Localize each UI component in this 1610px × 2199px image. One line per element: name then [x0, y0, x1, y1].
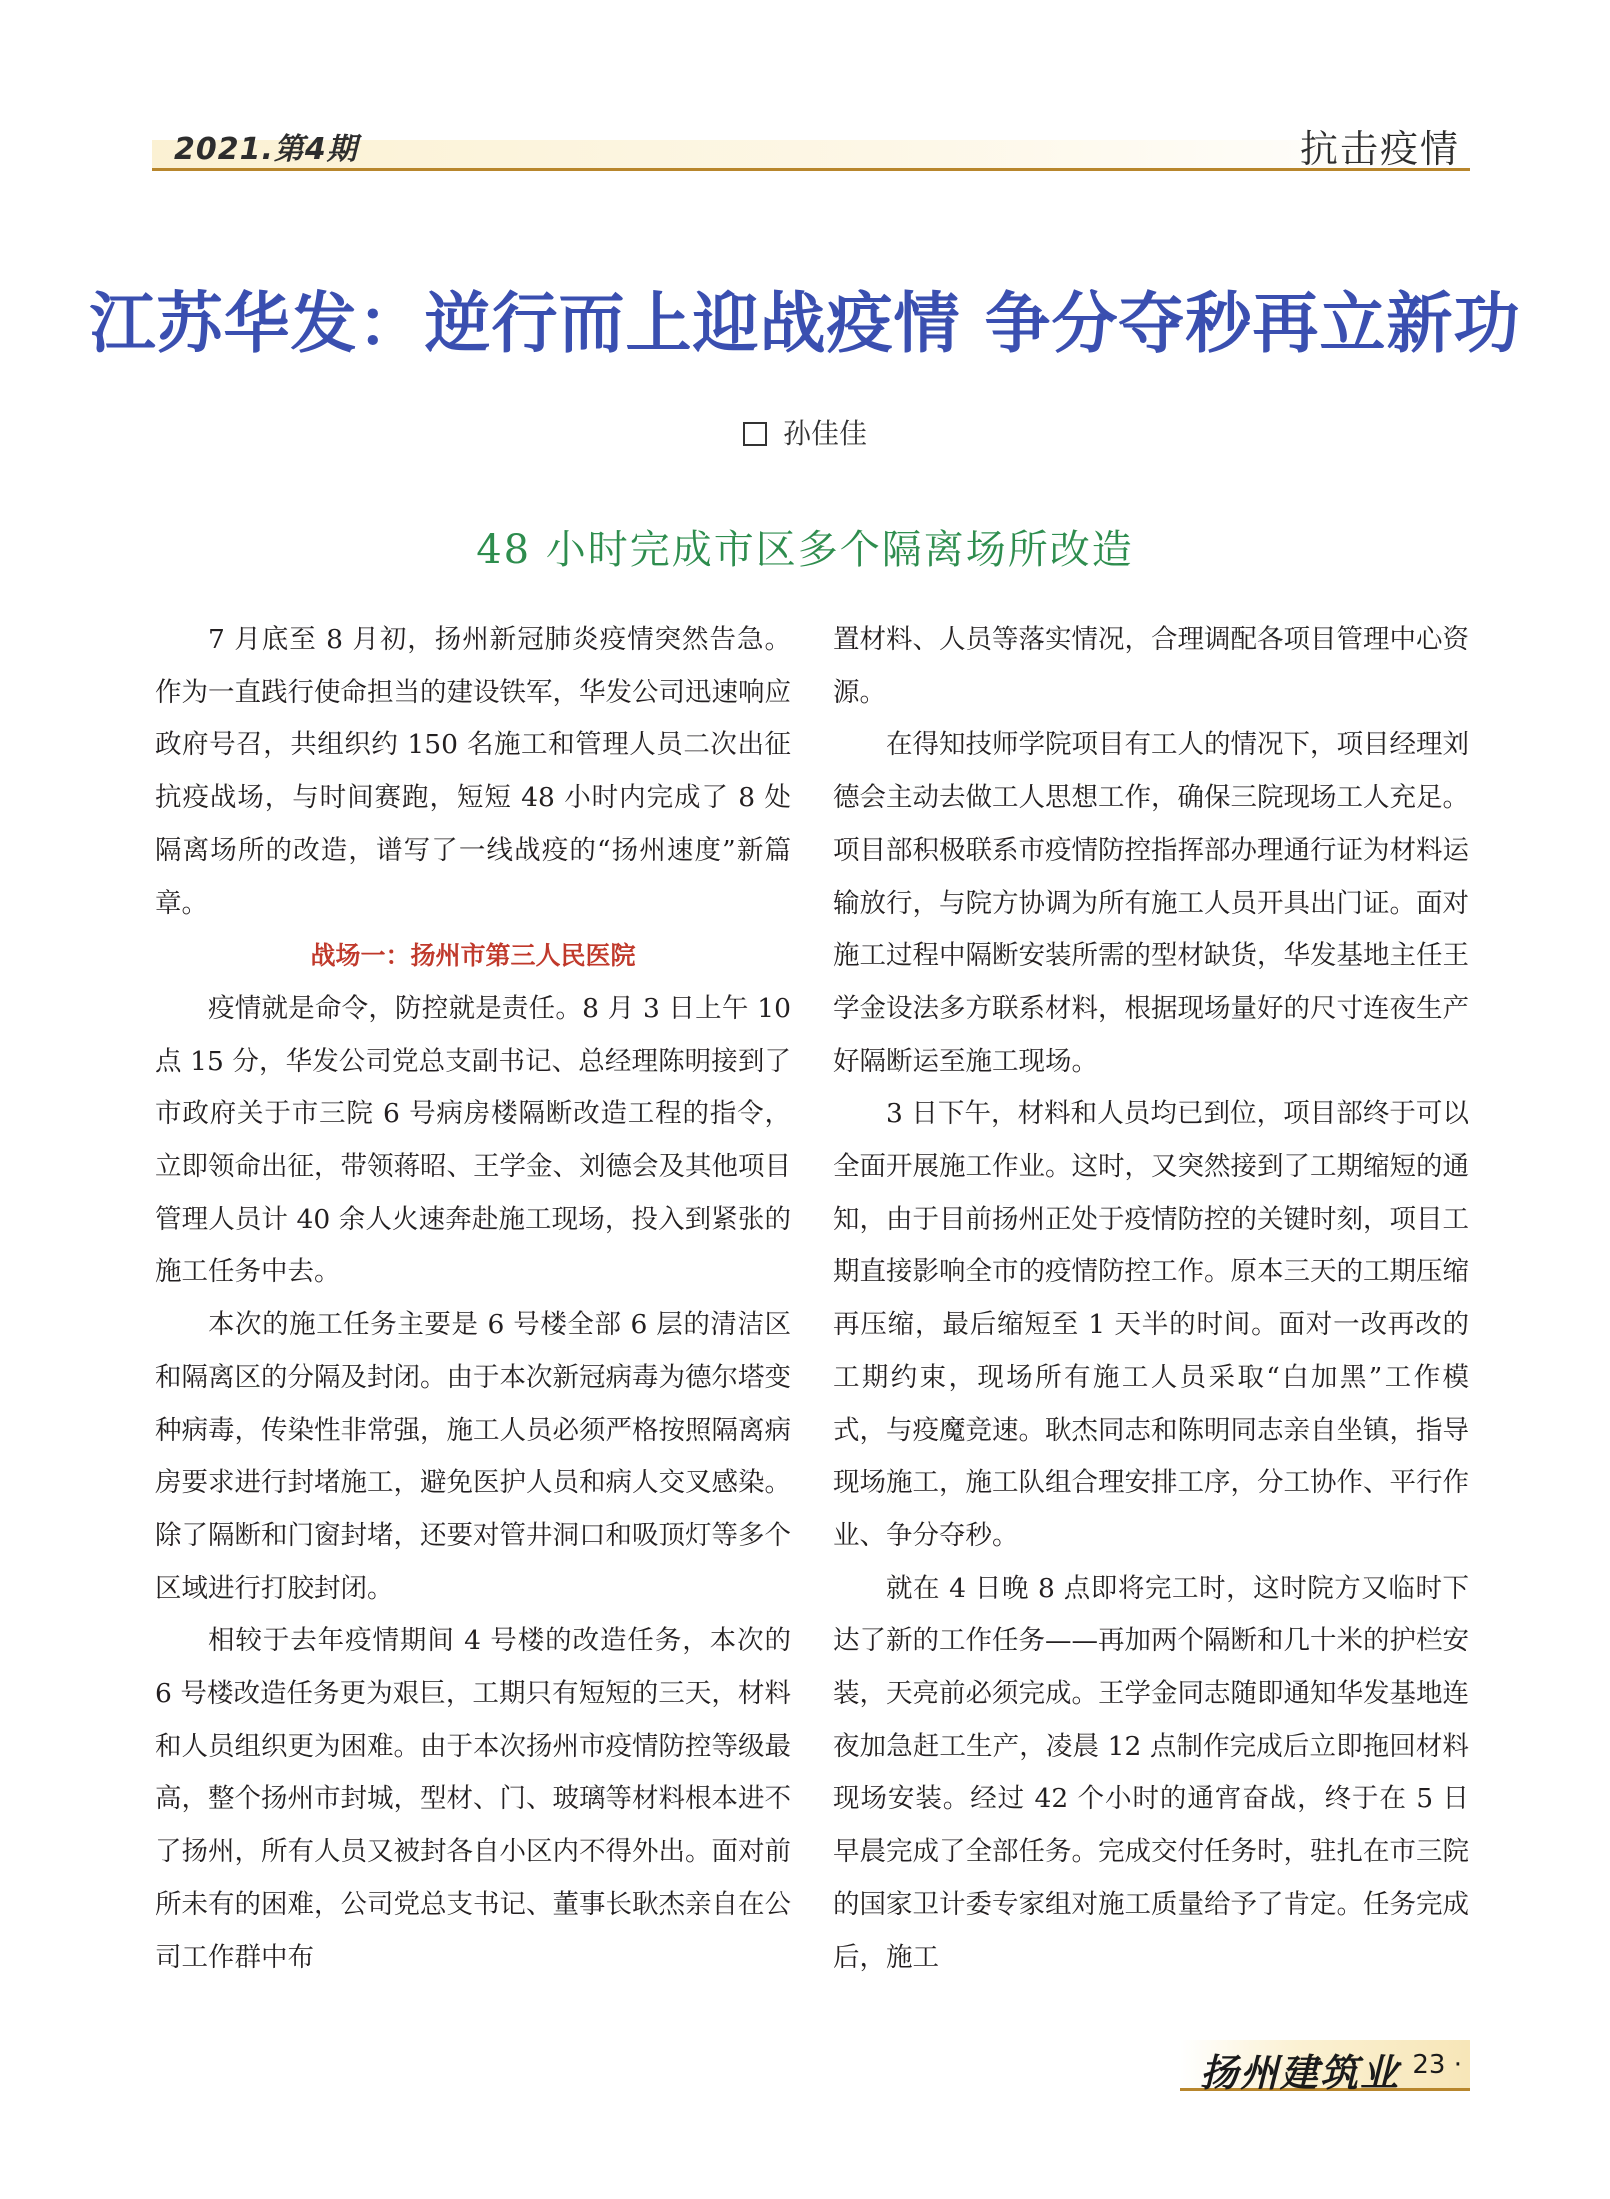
paragraph: 7 月底至 8 月初，扬州新冠肺炎疫情突然告急。作为一直践行使命担当的建设铁军，华发公司迅速响应政府号召，共组织约 150 名施工和管理人员二次出征抗疫战场，与时间赛跑，短短 48 小时内完成了 8 处隔离场所的改造，谱写了一线战疫的“扬州速度”新篇章。 [155, 624, 791, 919]
paragraph: 本次的施工任务主要是 6 号楼全部 6 层的清洁区和隔离区的分隔及封闭。由于本次新冠病毒为德尔塔变种病毒，传染性非常强，施工人员必须严格按照隔离病房要求进行封堵施工，避免医护人员和病人交叉感染。除了隔断和门窗封堵，还要对管井洞口和吸顶灯等多个区域进行打胶封闭。 [155, 1309, 791, 1604]
article-subtitle: 48 小时完成市区多个隔离场所改造 [476, 527, 1134, 573]
paragraph: 就在 4 日晚 8 点即将完工时，这时院方又临时下达了新的工作任务——再加两个隔断和几十米的护栏安装，天亮前必须完成。王学金同志随即通知华发基地连夜加急赶工生产，凌晨 12 点制作完成后立即拖回材料现场安装。经过 42 个小时的通宵奋战，终于在 5 日早晨完成了全部任务。完成交付任务时，驻扎在市三院的国家卫计委专家组对施工质量给予了肯定。任务完成后，施工 [833, 1572, 1469, 1973]
page-footer [1180, 2040, 1470, 2095]
issue-label: 2021.第4期 [174, 132, 358, 167]
paragraph: 在得知技师学院项目有工人的情况下，项目经理刘德会主动去做工人思想工作，确保三院现场工人充足。项目部积极联系市疫情防控指挥部办理通行证为材料运输放行，与院方协调为所有施工人员开具出门证。面对施工过程中隔断安装所需的型材缺货，华发基地主任王学金设法多方联系材料，根据现场量好的尺寸连夜生产好隔断运至施工现场。 [833, 729, 1469, 1077]
section-label: 抗击疫情 [1299, 127, 1460, 171]
paragraph: 相较于去年疫情期间 4 号楼的改造任务，本次的 6 号楼改造任务更为艰巨，工期只有短短的三天，材料和人员组织更为困难。由于本次扬州市疫情防控等级最高，整个扬州市封城，型材、门、玻璃等材料根本进不了扬州，所有人员又被封各自小区内不得外出。面对前所未有的困难，公司党总支书记、董事长耿杰亲自在公司工作群中布 [155, 1625, 791, 1973]
author-name: 孙佳佳 [782, 417, 867, 450]
right-column [833, 614, 1469, 1984]
page-number: · 23 · [1395, 2050, 1462, 2080]
square-box-icon [743, 422, 767, 446]
article-title: 江苏华发：逆行而上迎战疫情 争分夺秒再立新功 [89, 285, 1521, 362]
running-header [152, 116, 1470, 171]
paragraph: 疫情就是命令，防控就是责任。8 月 3 日上午 10 点 15 分，华发公司党总支副书记、总经理陈明接到了市政府关于市三院 6 号病房楼隔断改造工程的指令，立即领命出征，带领蒋昭、王学金、刘德会及其他项目管理人员计 40 余人火速奔赴施工现场，投入到紧张的施工任务中去。 [155, 992, 791, 1288]
paragraph: 置材料、人员等落实情况，合理调配各项目管理中心资源。 [833, 624, 1469, 708]
byline [0, 412, 1610, 452]
section-heading: 战场一：扬州市第三人民医院 [310, 941, 636, 971]
left-column [155, 614, 791, 1984]
magazine-brand: 扬州建筑业 [1200, 2050, 1401, 2095]
paragraph: 3 日下午，材料和人员均已到位，项目部终于可以全面开展施工作业。这时，又突然接到了工期缩短的通知，由于目前扬州正处于疫情防控的关键时刻，项目工期直接影响全市的疫情防控工作。原本三天的工期压缩再压缩，最后缩短至 1 天半的时间。面对一改再改的工期约束，现场所有施工人员采取“白加黑”工作模式，与疫魔竞速。耿杰同志和陈明同志亲自坐镇，指导现场施工，施工队组合理安排工序，分工协作、平行作业、争分夺秒。 [833, 1098, 1469, 1551]
